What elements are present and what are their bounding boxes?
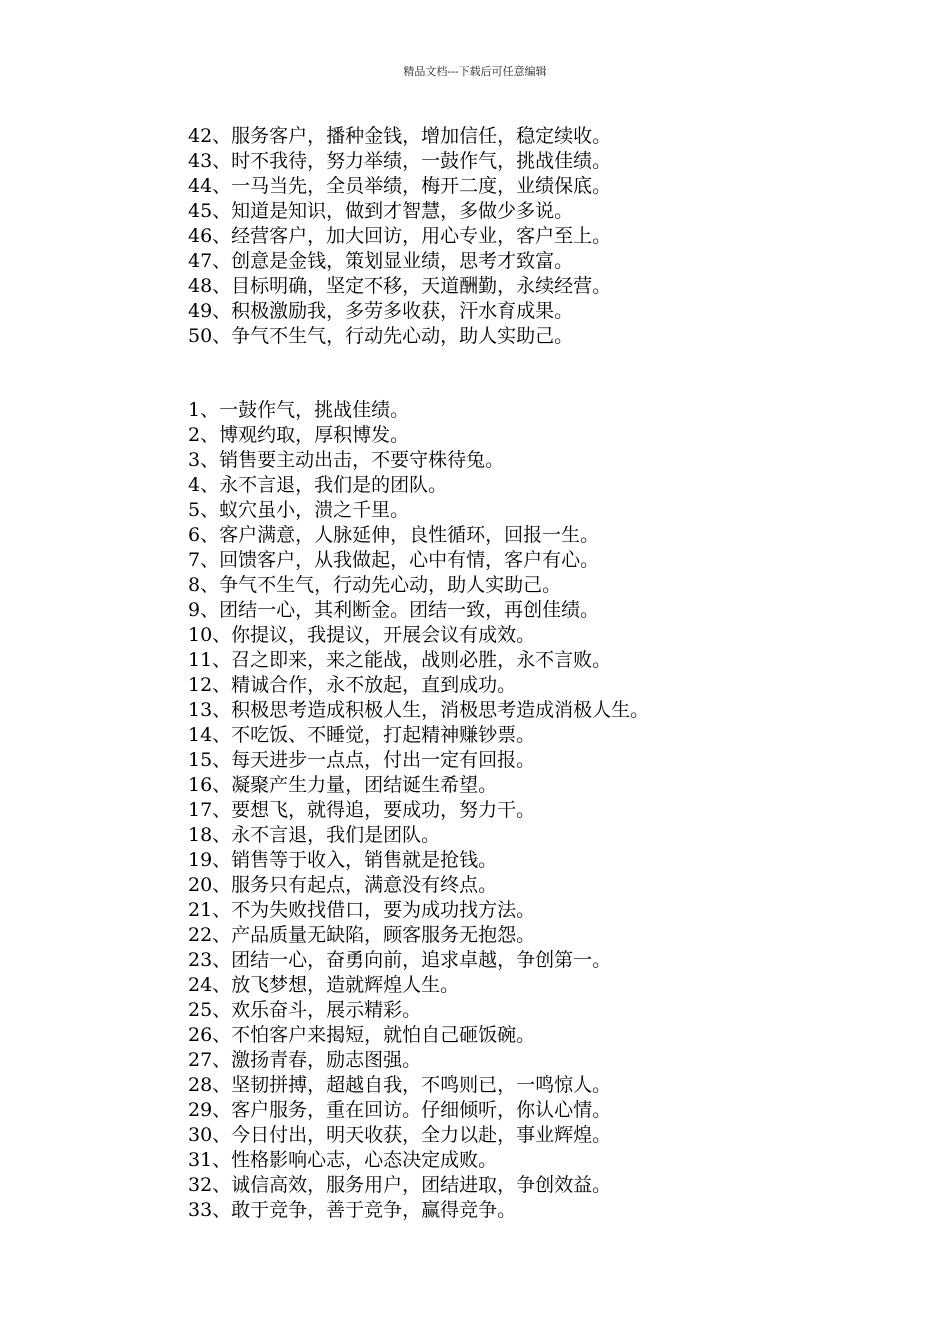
- slogan-item: 23、团结一心，奋勇向前，追求卓越，争创第一。: [188, 949, 612, 971]
- slogan-item: 43、时不我待，努力举绩，一鼓作气，挑战佳绩。: [188, 150, 612, 172]
- slogan-item: 31、性格影响心志，心态决定成败。: [188, 1149, 498, 1171]
- slogan-item: 9、团结一心，其利断金。团结一致，再创佳绩。: [188, 599, 600, 621]
- slogan-item: 5、蚁穴虽小，溃之千里。: [188, 499, 410, 521]
- slogan-list: [188, 398, 649, 1223]
- slogan-item: 15、每天进步一点点，付出一定有回报。: [188, 749, 536, 771]
- slogan-item: 10、你提议，我提议，开展会议有成效。: [188, 624, 536, 646]
- slogan-item: 1、一鼓作气，挑战佳绩。: [188, 399, 410, 421]
- slogan-item: 2、博观约取，厚积博发。: [188, 424, 410, 446]
- slogan-item: 32、诚信高效，服务用户，团结进取，争创效益。: [188, 1174, 612, 1196]
- slogan-item: 8、争气不生气，行动先心动，助人实助己。: [188, 574, 562, 596]
- slogan-item: 44、一马当先，全员举绩，梅开二度，业绩保底。: [188, 175, 612, 197]
- slogan-item: 3、销售要主动出击，不要守株待兔。: [188, 449, 505, 471]
- slogan-item: 49、积极激励我，多劳多收获，汗水育成果。: [188, 300, 574, 322]
- slogan-item: 12、精诚合作，永不放起，直到成功。: [188, 674, 517, 696]
- page-header: 精品文档---下载后可任意编辑: [403, 65, 547, 78]
- slogan-item: 17、要想飞，就得追，要成功，努力干。: [188, 799, 536, 821]
- slogan-item: 50、争气不生气，行动先心动，助人实助己。: [188, 325, 574, 347]
- slogan-item: 48、目标明确，坚定不移，天道酬勤，永续经营。: [188, 275, 612, 297]
- slogan-item: 22、产品质量无缺陷，顾客服务无抱怨。: [188, 924, 536, 946]
- slogan-item: 20、服务只有起点，满意没有终点。: [188, 874, 498, 896]
- slogan-item: 18、永不言退，我们是团队。: [188, 824, 441, 846]
- slogan-list-continued: [188, 124, 611, 349]
- slogan-item: 30、今日付出，明天收获，全力以赴，事业辉煌。: [188, 1124, 612, 1146]
- slogan-item: 26、不怕客户来揭短，就怕自己砸饭碗。: [188, 1024, 536, 1046]
- slogan-item: 24、放飞梦想，造就辉煌人生。: [188, 974, 460, 996]
- slogan-item: 7、回馈客户，从我做起，心中有情，客户有心。: [188, 549, 600, 571]
- slogan-item: 28、坚韧拼搏，超越自我，不鸣则已，一鸣惊人。: [188, 1074, 612, 1096]
- slogan-item: 13、积极思考造成积极人生，消极思考造成消极人生。: [188, 699, 650, 721]
- slogan-item: 16、凝聚产生力量，团结诞生希望。: [188, 774, 498, 796]
- slogan-item: 14、不吃饭、不睡觉，打起精神赚钞票。: [188, 724, 536, 746]
- slogan-item: 46、经营客户，加大回访，用心专业，客户至上。: [188, 225, 612, 247]
- slogan-item: 27、激扬青春，励志图强。: [188, 1049, 422, 1071]
- slogan-item: 19、销售等于收入，销售就是抢钱。: [188, 849, 498, 871]
- slogan-item: 21、不为失败找借口，要为成功找方法。: [188, 899, 536, 921]
- slogan-item: 6、客户满意，人脉延伸，良性循环，回报一生。: [188, 524, 600, 546]
- slogan-item: 25、欢乐奋斗，展示精彩。: [188, 999, 422, 1021]
- slogan-item: 4、永不言退，我们是的团队。: [188, 474, 448, 496]
- slogan-item: 42、服务客户，播种金钱，增加信任，稳定续收。: [188, 125, 612, 147]
- slogan-item: 33、敢于竞争，善于竞争，赢得竞争。: [188, 1199, 517, 1221]
- slogan-item: 45、知道是知识，做到才智慧，多做少多说。: [188, 200, 574, 222]
- slogan-item: 29、客户服务，重在回访。仔细倾听，你认心情。: [188, 1099, 612, 1121]
- slogan-item: 11、召之即来，来之能战，战则必胜，永不言败。: [188, 649, 612, 671]
- slogan-item: 47、创意是金钱，策划显业绩，思考才致富。: [188, 250, 574, 272]
